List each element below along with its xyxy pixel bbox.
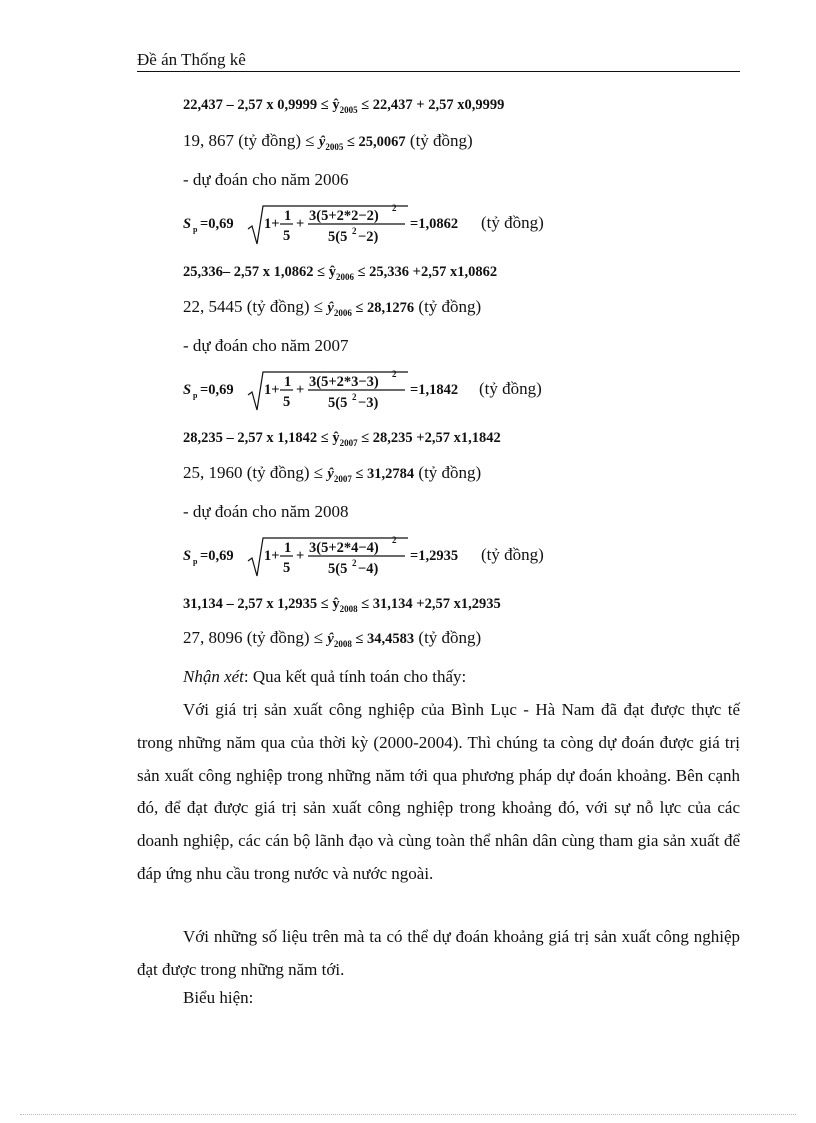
svg-text:5: 5 bbox=[283, 560, 291, 576]
svg-text:(tỷ đồng): (tỷ đồng) bbox=[479, 379, 542, 398]
svg-text:=1,0862: =1,0862 bbox=[410, 216, 459, 232]
page-bottom-border bbox=[20, 1114, 796, 1115]
svg-text:−4): −4) bbox=[358, 561, 379, 577]
svg-text:p: p bbox=[193, 391, 198, 400]
interval-2007-range: 25, 1960 (tỷ đồng) ≤ $ŷ_{2007} \le 31,2784$ (tỷ đồng) bbox=[183, 463, 482, 484]
svg-text:3(5+2*4−4): 3(5+2*4−4) bbox=[309, 540, 379, 556]
interval-2006-bounds: 25,336– 2,57 x $1,0862 \le ŷ_{2006} \le 25,336 +2,57$ x1,0862 bbox=[183, 264, 498, 282]
svg-text:S: S bbox=[183, 382, 192, 398]
svg-text:1: 1 bbox=[284, 540, 292, 556]
svg-text:(tỷ đồng): (tỷ đồng) bbox=[481, 545, 544, 564]
svg-text:2: 2 bbox=[352, 558, 357, 568]
svg-text:−2): −2) bbox=[358, 229, 379, 245]
svg-text:S: S bbox=[183, 548, 192, 564]
sp-formula-2008 bbox=[183, 532, 583, 578]
svg-text:=0,69: =0,69 bbox=[200, 216, 234, 232]
svg-text:1: 1 bbox=[284, 208, 292, 224]
svg-text:2: 2 bbox=[352, 392, 357, 402]
svg-text:2: 2 bbox=[392, 369, 397, 379]
svg-text:5: 5 bbox=[283, 394, 291, 410]
interval-2007-bounds: 28,235 – 2,57 x $1,1842 \le ŷ_{2007} \le 28,235 +2,57$ x1,1842 bbox=[183, 430, 501, 448]
interval-2005-range: 19, 867 (tỷ đồng) ≤ $ŷ_{2005} \le 25,0067$ (tỷ đồng) bbox=[183, 131, 473, 152]
svg-text:2: 2 bbox=[392, 203, 397, 213]
header-rule bbox=[137, 71, 740, 72]
forecast-2008-heading: - dự đoán cho năm 2008 bbox=[183, 502, 349, 521]
interval-2008-bounds: 31,134 – 2,57 x $1,2935 \le ŷ_{2008} \le 31,134 +2,57$ x1,2935 bbox=[183, 596, 501, 614]
interval-2006-range: 22, 5445 (tỷ đồng) ≤ $ŷ_{2006} \le 28,1276$ (tỷ đồng) bbox=[183, 297, 482, 318]
svg-text:+: + bbox=[296, 382, 305, 398]
svg-text:=0,69: =0,69 bbox=[200, 382, 234, 398]
svg-text:+: + bbox=[296, 548, 305, 564]
page-header-title: Đề án Thống kê bbox=[137, 50, 246, 69]
sp-formula-2006 bbox=[183, 200, 583, 246]
svg-text:1+: 1+ bbox=[264, 382, 280, 398]
svg-text:p: p bbox=[193, 557, 198, 566]
paragraph-conclusion: Với những số liệu trên mà ta có thể dự đoán khoảng giá trị sản xuất công nghiệp đạt được trong những năm tới. bbox=[137, 927, 740, 979]
closing-label: Biểu hiện: bbox=[183, 988, 254, 1007]
svg-text:3(5+2*3−3): 3(5+2*3−3) bbox=[309, 374, 379, 390]
svg-text:5(5: 5(5 bbox=[328, 561, 348, 577]
sp-formula-2007 bbox=[183, 366, 583, 412]
remark-line: Nhận xét: Qua kết quả tính toán cho thấy: bbox=[183, 667, 467, 686]
svg-text:2: 2 bbox=[392, 535, 397, 545]
svg-text:1+: 1+ bbox=[264, 548, 280, 564]
svg-text:1+: 1+ bbox=[264, 216, 280, 232]
svg-text:(tỷ đồng): (tỷ đồng) bbox=[481, 213, 544, 232]
interval-2008-range: 27, 8096 (tỷ đồng) ≤ $ŷ_{2008} \le 34,4583$ (tỷ đồng) bbox=[183, 628, 482, 649]
svg-text:+: + bbox=[296, 216, 305, 232]
paragraph-main: Với giá trị sản xuất công nghiệp của Bình Lục - Hà Nam đã đạt được thực tế trong những năm qua của thời kỳ (2000-2004). Thì chúng ta còng dự đoán được giá trị sản xuất công nghiệp trong những năm tới qua phương pháp dự đoán khoảng. Bên cạnh đó, để đạt được giá trị sản xuất công nghiệp trong khoảng đó, với sự nỗ lực của các doanh nghiệp, các cán bộ lãnh đạo và cùng toàn thể nhân dân cùng tham gia sản xuất để đáp ứng nhu cầu trong nước và nước ngoài. bbox=[137, 700, 740, 883]
svg-text:5(5: 5(5 bbox=[328, 229, 348, 245]
svg-text:=0,69: =0,69 bbox=[200, 548, 234, 564]
svg-text:=1,1842: =1,1842 bbox=[410, 382, 459, 398]
svg-text:−3): −3) bbox=[358, 395, 379, 411]
forecast-2006-heading: - dự đoán cho năm 2006 bbox=[183, 170, 349, 189]
svg-text:1: 1 bbox=[284, 374, 292, 390]
forecast-2007-heading: - dự đoán cho năm 2007 bbox=[183, 336, 349, 355]
svg-text:=1,2935: =1,2935 bbox=[410, 548, 459, 564]
svg-text:5: 5 bbox=[283, 228, 291, 244]
svg-text:5(5: 5(5 bbox=[328, 395, 348, 411]
svg-text:3(5+2*2−2): 3(5+2*2−2) bbox=[309, 208, 379, 224]
svg-text:p: p bbox=[193, 225, 198, 234]
svg-text:S: S bbox=[183, 216, 192, 232]
svg-text:2: 2 bbox=[352, 226, 357, 236]
interval-2005-bounds: 22,437 – 2,57 x $0,9999 \le ŷ_{2005} \le 22,437 + 2,57$ x0,9999 bbox=[183, 97, 505, 115]
